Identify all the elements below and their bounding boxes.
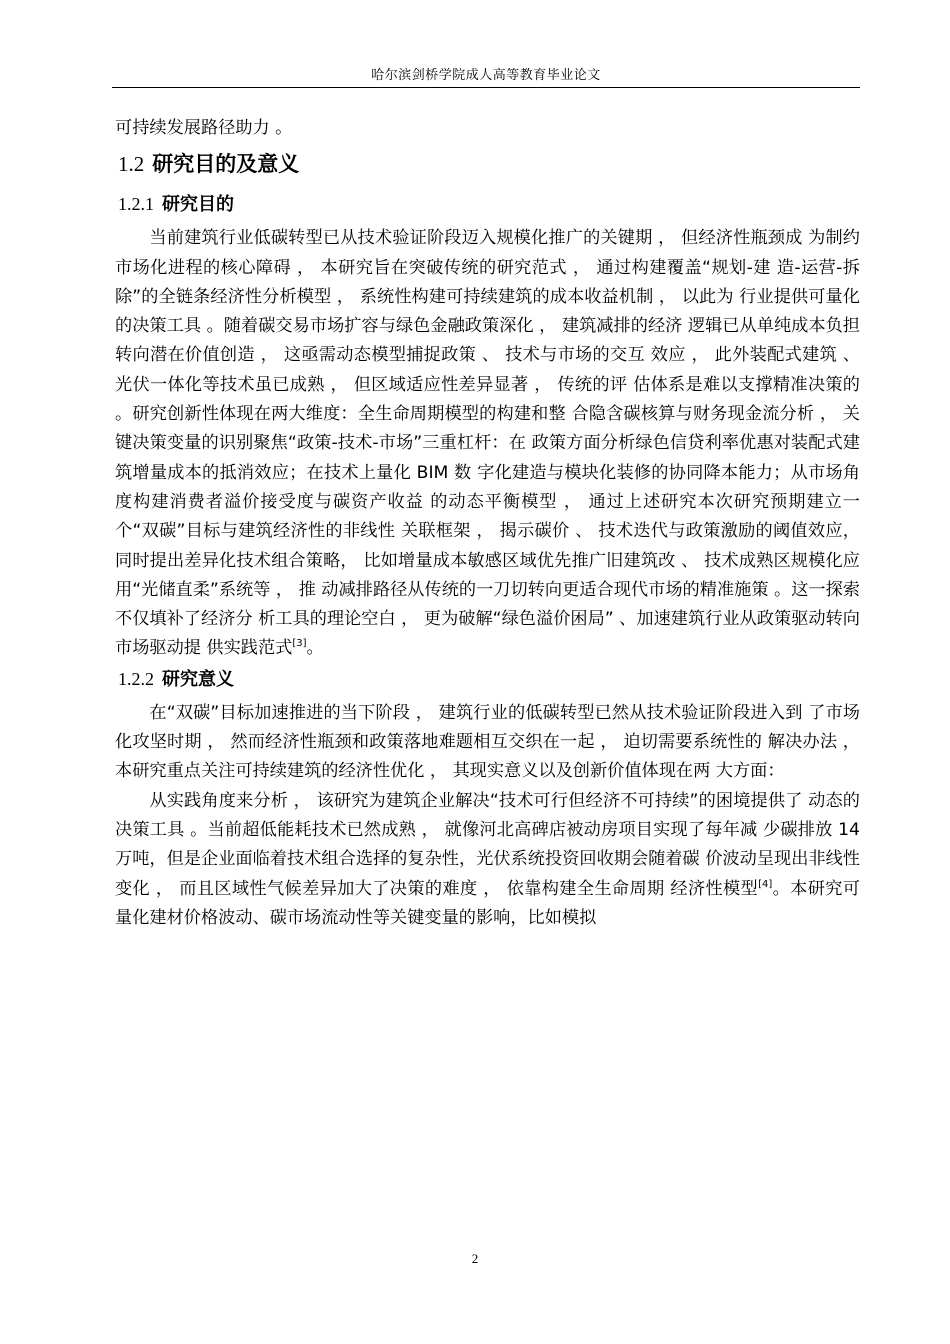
section-heading-1-2-2 [118, 664, 860, 695]
section-number: 1.2 [118, 152, 145, 177]
citation: [4] [758, 878, 773, 890]
paragraph-text: 当前建筑行业低碳转型已从技术验证阶段迈入规模化推广的关键期 ， 但经济性瓶颈成 为制约市场化进程的核心障碍 ， 本研究旨在突破传统的研究范式 ， 通过构建覆盖“规划-建 造-运营-拆除”的全链条经济性分析模型 ， 系统性构建可持续建筑的成本收益机制 ， 以此为 行业提供可量化的决策工具 。随着碳交易市场扩容与绿色金融政策深化 ， 建筑减排的经济 逻辑已从单纯成本负担转向潜在价值创造 ， 这亟需动态模型捕捉政策 、 技术与市场的交互 效应 ， 此外装配式建筑 、光伏一体化等技术虽已成熟 ， 但区域适应性差异显著 ， 传统的评 估体系是难以支撑精准决策的 。研究创新性体现在两大维度：全生命周期模型的构建和整 合隐含碳核算与财务现金流分析 ， 关键决策变量的识别聚焦“政策-技术-市场”三重杠杆：在 政策方面分析绿色信贷利率优惠对装配式建筑增量成本的抵消效应；在技术上量化 BIM 数 字化建造与模块化装修的协同降本能力；从市场角度构建消费者溢价接受度与碳资产收益 的动态平衡模型 ， 通过上述研究本次研究预期建立一个“双碳”目标与建筑经济性的非线性 关联框架 ， 揭示碳价 、 技术迭代与政策激励的阈值效应， 同时提出差异化技术组合策略， 比如增量成本敏感区域优先推广旧建筑改 、 技术成熟区规模化应用“光储直柔”系统等 ， 推 动减排路径从传统的一刀切转向更适合现代市场的精准施策 。这一探索不仅填补了经济分 析工具的理论空白 ， 更为破解“绿色溢价困局” 、加速建筑行业从政策驱动转向市场驱动提 供实践范式 [115, 228, 860, 659]
subsection-number: 1.2.1 [118, 194, 154, 215]
header-divider [112, 87, 860, 88]
subsection-title: 研究意义 [162, 668, 234, 690]
practice-paragraph [115, 787, 860, 933]
paragraph-text-cont: 。本研究可量化建材价格波动、碳市场流动性等关键变量的影响，比如模拟 [115, 878, 860, 928]
paragraph-text: 从实践角度来分析 ， 该研究为建筑企业解决“技术可行但经济不可持续”的困境提供了 动态的决策工具 。当前超低能耗技术已然成熟 ， 就像河北高碑店被动房项目实现了每年减 少碳排放 14 万吨，但是企业面临着技术组合选择的复杂性，光伏系统投资回收期会随着碳 价波动呈现出非线性变化 ， 而且区域性气候差异加大了决策的难度 ， 依靠构建全生命周期 经济性模型 [115, 790, 860, 899]
document-body [115, 114, 860, 933]
subsection-title: 研究目的 [162, 194, 234, 216]
research-significance-paragraph: 在“双碳”目标加速推进的当下阶段 ， 建筑行业的低碳转型已然从技术验证阶段进入到 了市场化攻坚时期 ， 然而经济性瓶颈和政策落地难题相互交织在一起 ， 迫切需要系统性的 解决办法 ， 本研究重点关注可持续建筑的经济性优化 ， 其现实意义以及创新价值体现在两 大方面： [115, 702, 860, 782]
research-purpose-paragraph [115, 224, 860, 663]
page-number: 2 [471, 1251, 479, 1266]
section-heading-1-2 [118, 149, 860, 179]
citation: [3] [292, 638, 307, 650]
page-header: 哈尔滨剑桥学院成人高等教育毕业论文 [371, 68, 601, 83]
paragraph-end: 。 [306, 638, 324, 659]
section-title: 研究目的及意义 [152, 152, 300, 177]
section-heading-1-2-1 [118, 189, 860, 220]
continued-text: 可持续发展路径助力 。 [115, 118, 293, 138]
subsection-number: 1.2.2 [118, 668, 154, 689]
